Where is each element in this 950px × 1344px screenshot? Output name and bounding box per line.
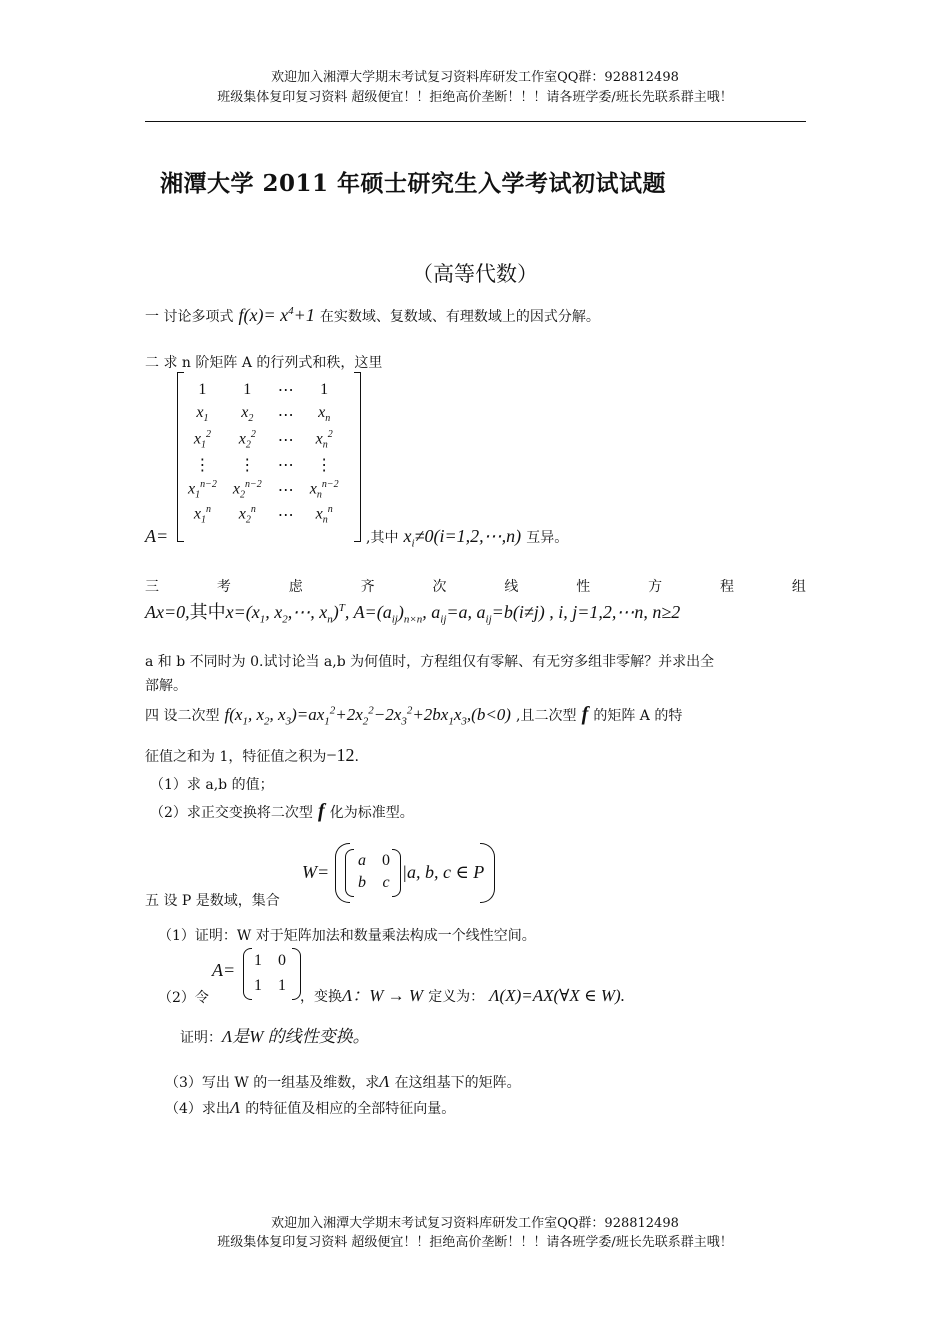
- q2-matrix: 1 1 ⋯ 1 $x_1$ $x_2$ ⋯ $x_n$ $x_1^2$ $x_2^2$ ⋯ $x_n^2$ ⋮ ⋮ ⋯ ⋮ $x_1^{n-2}$ $x_2^{n-2}$ ⋯ $x_n^{n-2}$ $x_1^n$ $x_2^n$ ⋯ $x_n^n$: [188, 380, 339, 526]
- q5-set-label: W=: [302, 862, 330, 882]
- q5-proof: [180, 1022, 370, 1047]
- set-right-brace: [480, 843, 495, 903]
- q5-part3-prefix: （3）写出 W 的一组基及维数，求: [165, 1075, 380, 1091]
- q5-part2-prefix: （2）令: [158, 990, 209, 1006]
- q1-formula: $f(x)= x^4+1$: [238, 305, 315, 325]
- matrix-right-paren: [392, 849, 401, 897]
- header-line-2: 班级集体复印复习资料 超级便宜！！拒绝高价垄断！！！请各班学委/班长先联系群主哦！: [217, 90, 733, 105]
- q2-text: 二 求 n 阶矩阵 A 的行列式和秩，这里: [145, 355, 383, 371]
- q5-matrix-a: 1 0 1 1: [254, 951, 286, 994]
- q4-part2-suffix: 化为标准型。: [329, 805, 414, 821]
- q5-part2-def: 定义为：: [428, 989, 485, 1005]
- q2-condition-prefix: ,其中: [366, 530, 399, 546]
- q4-product-value: −12: [326, 745, 355, 765]
- q3-char: 虑: [288, 579, 303, 595]
- q4-prefix: 四 设二次型: [145, 708, 220, 724]
- q5-set-condition: |a, b, c ∈ P: [402, 862, 485, 882]
- q2-condition-formula: $x_i\ne 0(i=1,2,\cdots,n)$: [403, 526, 522, 550]
- header-line-1: 欢迎加入湘潭大学期末考试复习资料库研发工作室QQ群：928812498: [271, 70, 679, 85]
- q5-set-matrix: a 0 b c: [358, 852, 390, 891]
- q4-suffix: 的矩阵 A 的特: [593, 708, 683, 724]
- q4-f-symbol: f: [581, 703, 589, 725]
- q3-char: 三: [145, 579, 159, 595]
- q5-part2-formula: Λ(X)=AX(∀X ∈ W).: [489, 986, 625, 1005]
- q4-line-2: [145, 745, 359, 766]
- q4-part2-prefix: （2）求正交变换将二次型: [150, 805, 313, 821]
- q3-char: 组: [791, 579, 806, 595]
- q3-char: 次: [432, 579, 447, 595]
- page-subtitle: （高等代数）: [412, 262, 538, 286]
- q2-condition-suffix: 互异。: [526, 530, 569, 546]
- q4-middle: ,且二次型: [516, 708, 577, 724]
- footer-line-2: 班级集体复印复习资料 超级便宜！！拒绝高价垄断！！！请各班学委/班长先联系群主哦！: [217, 1235, 733, 1250]
- q3-text-line-1: a 和 b 不同时为 0.试讨论当 a,b 为何值时，方程组仅有零解、有无穷多组非零解？并求出全: [145, 654, 715, 670]
- q4-f-symbol-2: f: [318, 800, 325, 822]
- q1-prefix: 一 讨论多项式: [145, 309, 234, 325]
- q5-part-2-rest: [300, 981, 625, 1006]
- q4-part-1: （1）求 a,b 的值；: [150, 777, 274, 793]
- q3-char: 线: [504, 579, 519, 595]
- footer-line-1: 欢迎加入湘潭大学期末考试复习资料库研发工作室QQ群：928812498: [271, 1216, 679, 1231]
- q5-proof-math: Λ是W 的线性变换。: [222, 1027, 370, 1046]
- q3-char: 性: [576, 579, 591, 595]
- q5-part2-mid: ，变换: [300, 989, 342, 1005]
- q5-part-3: [165, 1072, 521, 1092]
- q3-char: 齐: [360, 579, 375, 595]
- question-1: [145, 305, 600, 326]
- q3-char: 程: [720, 579, 734, 595]
- q3-text-line-2: 部解。: [145, 678, 187, 694]
- q1-suffix: 在实数域、复数域、有理数域上的因式分解。: [319, 309, 600, 325]
- q5-prefix: 五 设 P 是数域，集合: [145, 893, 280, 909]
- q5-part-1: （1）证明：W 对于矩阵加法和数量乘法构成一个线性空间。: [158, 928, 536, 944]
- q5-part2-map: Λ：W → W: [342, 986, 424, 1005]
- q4-formula: $f(x_1$, $x_2$, $x_3)=ax_1^2+2x_2^2-2x_3^2+2bx_1x_3,(b<0)$: [224, 704, 511, 728]
- q2-matrix-label: A=: [145, 526, 169, 546]
- q3-char: 考: [216, 579, 231, 595]
- q4-part-2: [150, 800, 414, 823]
- header-rule: [145, 121, 806, 122]
- q4-line2-prefix: 征值之和为 1，特征值之积为: [145, 749, 327, 765]
- q5-part4-suffix: 的特征值及相应的全部特征向量。: [245, 1101, 456, 1117]
- q5-lambda: Λ: [379, 1072, 390, 1091]
- q5-part3-suffix: 在这组基下的矩阵。: [394, 1075, 521, 1091]
- q4-line2-suffix: .: [354, 749, 359, 765]
- q3-char: 方: [648, 579, 663, 595]
- page-title: 湘潭大学 2011 年硕士研究生入学考试初试试题: [160, 170, 667, 197]
- q5-matrix-a-label: A=: [212, 960, 236, 980]
- q5-part-4: [165, 1098, 455, 1118]
- q3-formula: Ax=0,其中$x=(x_1$, $x_2,\cdots$, $x_n)^T$, $A=(a_{ij})_{n\times n}$, $a_{ij}=a$, $a_{ij}=b(i\ne j)$ , i, j=1,2,⋯n, n≥2: [145, 602, 681, 626]
- q3-lead-line: [145, 576, 806, 596]
- matrix-right-bracket: [354, 372, 361, 542]
- q5-proof-prefix: 证明：: [180, 1030, 222, 1046]
- question-4: [145, 703, 682, 727]
- q5-part4-prefix: （4）求出: [165, 1101, 230, 1117]
- q2-condition: [366, 526, 568, 550]
- q5-lambda-2: Λ: [229, 1098, 241, 1117]
